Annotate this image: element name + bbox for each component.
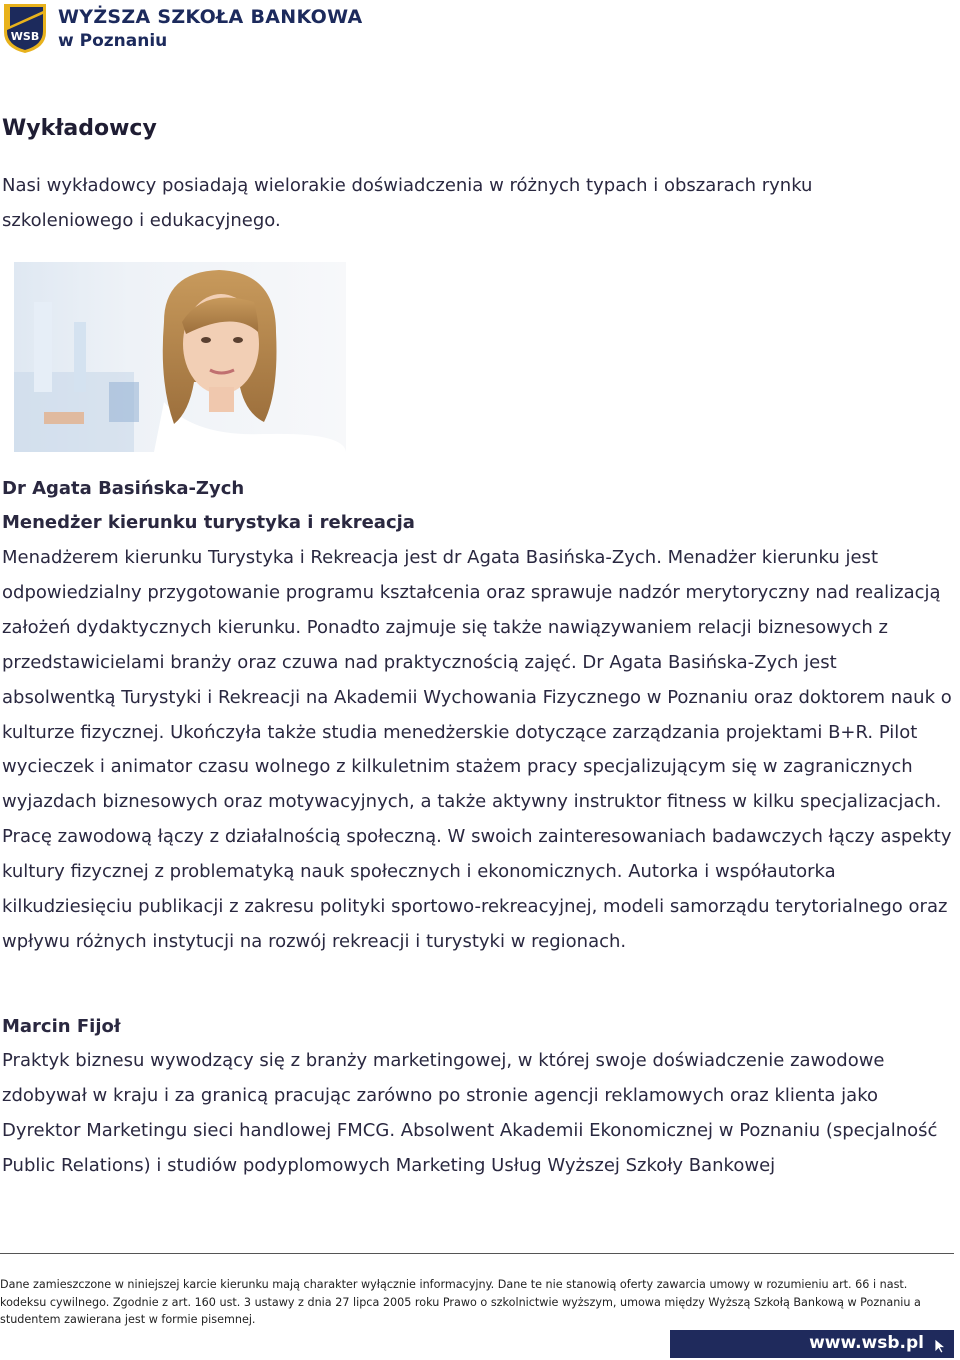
intro-paragraph: Nasi wykładowcy posiadają wielorakie doświadczenia w różnych typach i obszarach rynku szkoleniowego i edukacyjnego. (2, 175, 813, 231)
page-title: Wykładowcy (2, 116, 157, 141)
wsb-shield-logo (2, 2, 48, 54)
cursor-arrow-icon (934, 1338, 948, 1354)
logo-title-line1: WYŻSZA SZKOŁA BANKOWA (58, 6, 363, 28)
footer-disclaimer: Dane zamieszczone w niniejszej karcie kierunku mają charakter wyłącznie informacyjny. Dane te nie stanowią oferty zawarcia umowy w rozumieniu art. 66 i nast. kodeksu cywilnego. Zgodnie z art. 160 ust. 3 ustawy z dnia 27 lipca 2005 roku Prawo o szkolnictwie wyższym, umowa między Wyższą Szkołą Bankową w Poznaniu a studentem zawierana jest w formie pisemnej. (0, 1278, 921, 1326)
logo-badge-text: WSB (10, 30, 40, 43)
website-url[interactable]: www.wsb.pl (809, 1333, 924, 1353)
website-link-bar[interactable] (670, 1330, 954, 1358)
lecturer-name: Marcin Fijoł (2, 1016, 121, 1037)
page-header (0, 0, 960, 60)
footer-divider (0, 1253, 954, 1254)
lecturer-bio: Menadżerem kierunku Turystyka i Rekreacja jest dr Agata Basińska-Zych. Menadżer kierunku jest odpowiedzialny przygotowanie programu kształcenia oraz sprawuje nadzór merytoryczny nad realizacją założeń dydaktycznych kierunku. Ponadto zajmuje się także nawiązywaniem relacji biznesowych z przedstawicielami branży oraz czuwa nad praktycznością zajęć. Dr Agata Basińska-Zych jest absolwentką Turystyki i Rekreacji na Akademii Wychowania Fizycznego w Poznaniu oraz doktorem nauk o kulturze fizycznej. Ukończyła także studia menedżerskie dotyczące zarządzania projektami B+R. Pilot wycieczek i animator czasu wolnego z kilkuletnim stażem pracy specjalizującym się w zagranicznych wyjazdach biznesowych oraz motywacyjnych, a także aktywny instruktor fitness w kilku specjalizacjach. Pracę zawodową łączy z działalnością społeczną. W swoich zainteresowaniach badawczych łączy aspekty kultury fizycznej z problematyką nauk społecznych i ekonomicznych. Autorka i współautorka kilkudziesięciu publikacji z zakresu polityki sportowo-rekreacyjnej, modeli samorządu terytorialnego oraz wpływu różnych instytucji na rozwój rekreacji i turystyki w regionach. (2, 547, 952, 952)
lecturer-bio: Praktyk biznesu wywodzący się z branży marketingowej, w której swoje doświadczenie zawodowe zdobywał w kraju i za granicą pracując zarówno po stronie agencji reklamowych oraz klienta jako Dyrektor Marketingu sieci handlowej FMCG. Absolwent Akademii Ekonomicznej w Poznaniu (specjalność Public Relations) i studiów podyplomowych Marketing Usług Wyższej Szkoły Bankowej (2, 1050, 938, 1176)
lecturer-role: Menedżer kierunku turystyka i rekreacja (2, 512, 415, 533)
lecturer-photo (14, 262, 346, 452)
logo-title-line2: w Poznaniu (58, 31, 168, 51)
lecturer-name: Dr Agata Basińska-Zych (2, 478, 245, 499)
